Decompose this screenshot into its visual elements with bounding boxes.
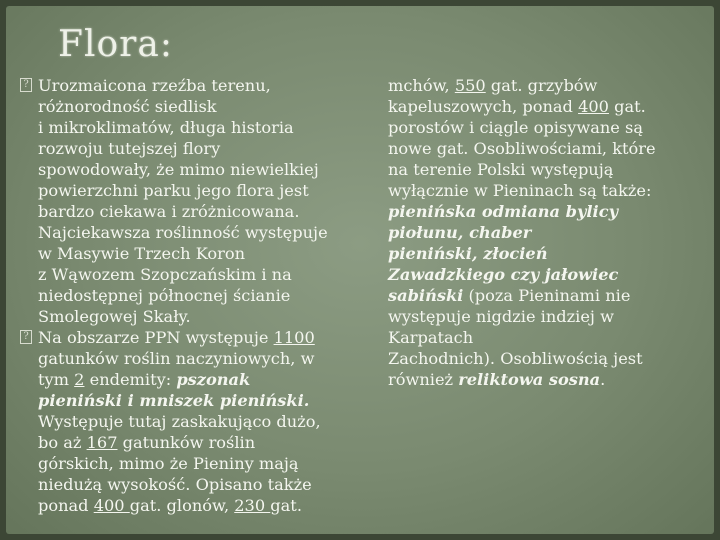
text-line: różnorodność siedlisk: [38, 97, 217, 116]
text-line: spowodowały, że mimo niewielkiej: [38, 160, 319, 179]
paragraph-diversity: [20, 75, 374, 327]
number-lichens: 400: [578, 97, 609, 116]
text-line: Urozmaicona rzeźba terenu,: [38, 76, 271, 95]
text-line: wyłącznie w Pieninach są także:: [388, 181, 652, 200]
text-line: powierzchni parku jego flora jest: [38, 181, 309, 200]
text-span: gat. grzybów: [485, 76, 598, 95]
text-span: kapeluszowych, ponad: [388, 97, 579, 116]
emphasis-text: pienińska odmiana bylicy: [388, 202, 618, 221]
text-span: również: [388, 370, 459, 389]
square-bullet-icon: ?: [20, 78, 32, 92]
number-mountain-species: 167: [86, 433, 118, 452]
text-span: Na obszarze PPN występuje: [38, 328, 274, 347]
emphasis-text: reliktowa sosna: [458, 370, 601, 389]
text-line: [388, 285, 710, 306]
emphasis-text: pieniński, złocień: [388, 244, 548, 263]
text-line: [38, 495, 374, 516]
slide: [6, 6, 714, 534]
text-span: gat.: [270, 496, 302, 515]
text-span: mchów,: [388, 76, 455, 95]
left-column: [20, 75, 374, 516]
text-line: Najciekawsza roślinność występuje: [38, 223, 328, 242]
text-line: górskich, mimo że Pieniny mają: [38, 454, 299, 473]
emphasis-text: Zawadzkiego czy jałowiec: [388, 265, 619, 284]
text-line: gatunków roślin naczyniowych, w: [38, 349, 315, 368]
text-line: [38, 369, 374, 390]
text-line: Karpatach: [388, 328, 474, 347]
text-line: [388, 369, 710, 390]
text-line: w Masywie Trzech Koron: [38, 244, 246, 263]
right-column: [388, 75, 710, 390]
text-line: niedostępnej północnej ścianie: [38, 286, 291, 305]
emphasis-text: sabiński: [388, 286, 464, 305]
text-line: Smolegowej Skały.: [38, 307, 191, 326]
text-line: Występuje tutaj zaskakująco dużo,: [38, 412, 321, 431]
text-line: Zachodnich). Osobliwością jest: [388, 349, 643, 368]
text-span: endemity:: [84, 370, 177, 389]
text-span: gat.: [608, 97, 646, 116]
square-bullet-icon: ?: [20, 330, 32, 344]
slide-title: Flora:: [58, 24, 173, 65]
text-line: niedużą wysokość. Opisano także: [38, 475, 312, 494]
text-line: [388, 96, 710, 117]
text-span: (poza Pieninami nie: [463, 286, 631, 305]
number-endemics: 2: [74, 370, 85, 389]
emphasis-text: pieniński i mniszek pieniński.: [38, 391, 310, 410]
emphasis-text: piołunu, chaber: [388, 223, 532, 242]
text-span: gatunków roślin: [117, 433, 256, 452]
text-line: [38, 432, 374, 453]
text-line: bardzo ciekawa i zróżnicowana.: [38, 202, 300, 221]
text-line: [388, 75, 710, 96]
number-fungi: 550: [454, 76, 486, 95]
text-line: [38, 327, 374, 348]
number-algae: 400: [93, 496, 130, 515]
emphasis-text: pszonak: [176, 370, 251, 389]
text-line: występuje nigdzie indziej w: [388, 307, 614, 326]
text-span: ponad: [38, 496, 94, 515]
text-line: i mikroklimatów, długa historia: [38, 118, 294, 137]
text-span: gat. glonów,: [129, 496, 235, 515]
text-line: z Wąwozem Szopczańskim i na: [38, 265, 292, 284]
text-line: porostów i ciągle opisywane są: [388, 118, 643, 137]
text-line: na terenie Polski występują: [388, 160, 614, 179]
text-span: bo aż: [38, 433, 87, 452]
text-line: nowe gat. Osobliwościami, które: [388, 139, 656, 158]
paragraph-species-count: [20, 327, 374, 516]
text-span: tym: [38, 370, 75, 389]
number-mosses: 230: [234, 496, 271, 515]
text-span: .: [600, 370, 606, 389]
number-vascular-plants: 1100: [273, 328, 315, 347]
text-line: rozwoju tutejszej flory: [38, 139, 221, 158]
